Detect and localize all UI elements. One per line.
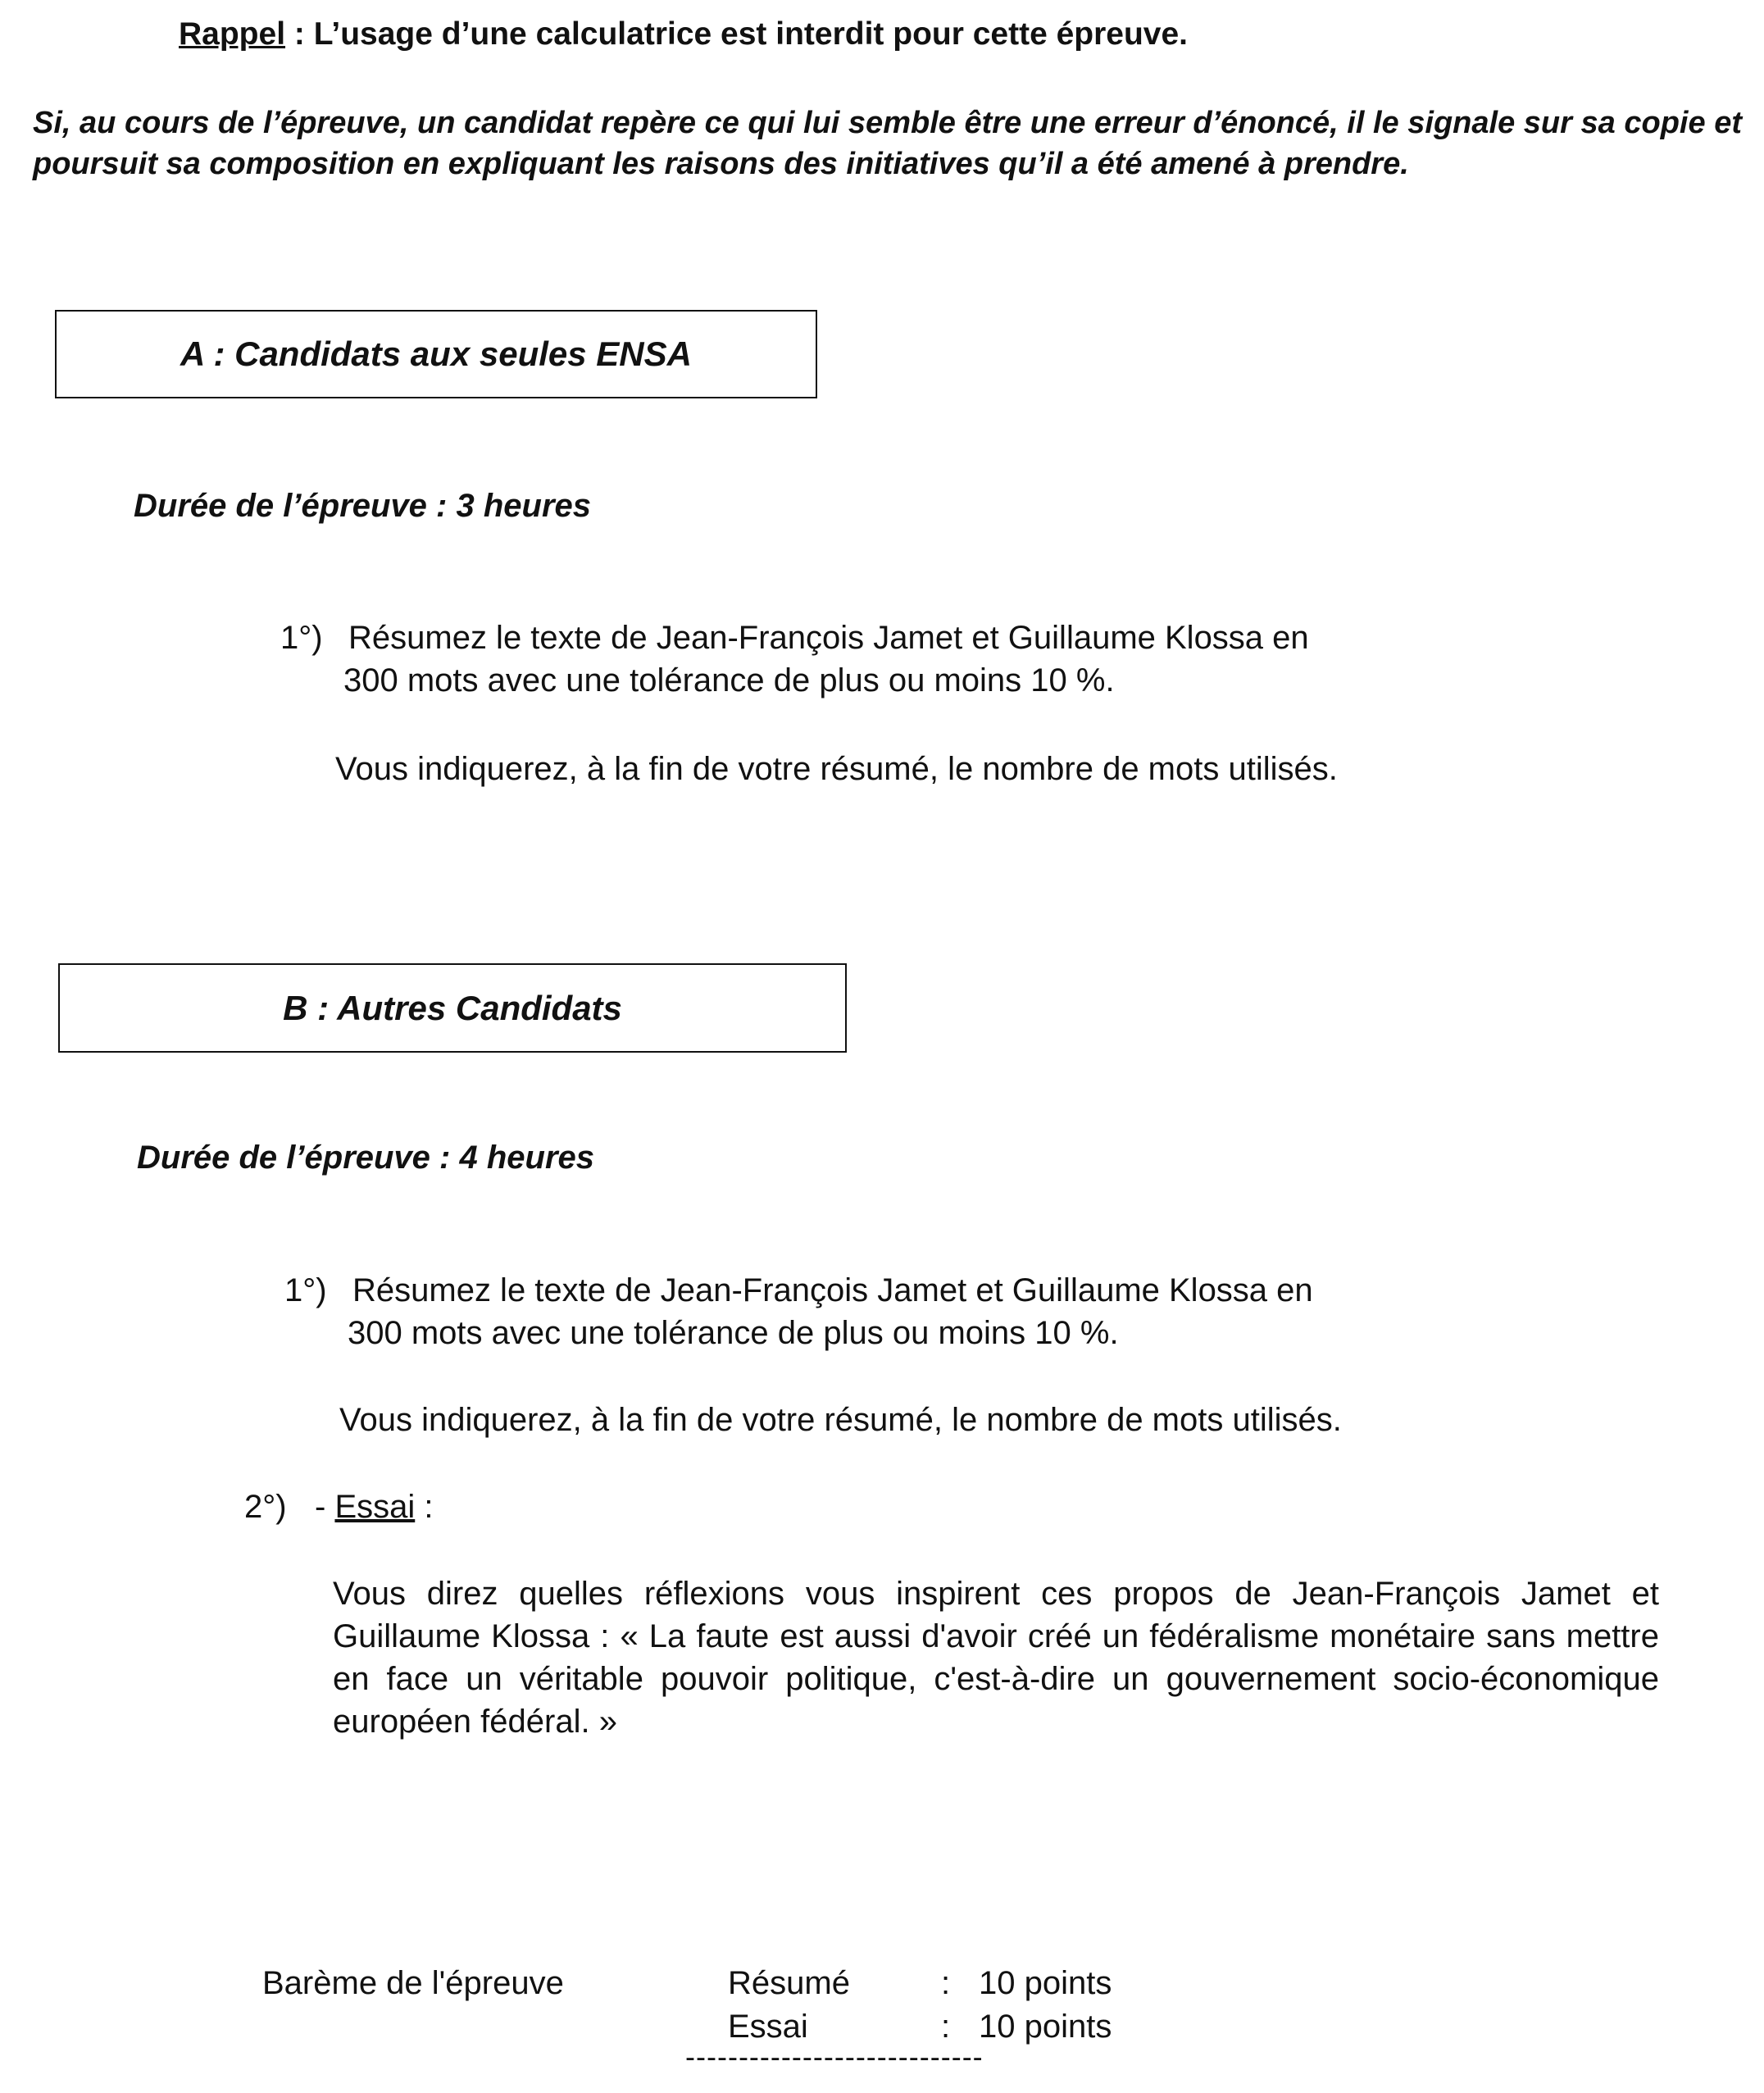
essai-heading <box>315 1486 433 1528</box>
section-b-q1-line1: Résumez le texte de Jean-François Jamet et Guillaume Klossa en <box>352 1272 1313 1308</box>
bareme-separator: ---------------------------- <box>685 2040 984 2073</box>
section-a-title: A : Candidats aux seules ENSA <box>180 334 692 373</box>
section-b-q1-number: 1°) <box>284 1272 327 1308</box>
section-a-q1-line1: Résumez le texte de Jean-François Jamet et Guillaume Klossa en <box>348 620 1309 656</box>
section-b-q2-number: 2°) <box>244 1489 287 1525</box>
section-b-q1-instruction: Vous indiquerez, à la fin de votre résumé, le nombre de mots utilisés. <box>339 1402 1342 1438</box>
bareme-row-name: Essai <box>728 2009 808 2045</box>
bareme-row-points: 10 points <box>979 2009 1112 2045</box>
essai-colon: : <box>415 1489 434 1525</box>
section-a-q1-line2: 300 mots avec une tolérance de plus ou moins 10 %. <box>343 662 1115 698</box>
section-a-q1-number: 1°) <box>280 620 323 656</box>
bareme-row-colon: : <box>941 2009 951 2045</box>
error-notice: Si, au cours de l’épreuve, un candidat repère ce qui lui semble être une erreur d’énoncé, il le signale sur sa copie et poursuit sa composition en expliquant les raisons des initiatives qu’il a été amené à prendre. <box>33 106 1742 181</box>
section-b-box <box>58 963 847 1053</box>
section-b-q1-line2: 300 mots avec une tolérance de plus ou moins 10 %. <box>348 1315 1119 1351</box>
bareme-row-colon: : <box>941 1965 951 2001</box>
bareme-label: Barème de l'épreuve <box>262 1965 564 2001</box>
essai-prompt: Vous direz quelles réflexions vous inspirent ces propos de Jean-François Jamet et Guillaume Klossa : « La faute est aussi d'avoir créé un fédéralisme monétaire sans mettre en face un véritable pouvoir politique, c'est-à-dire un gouvernement socio-économique européen fédéral. » <box>333 1576 1659 1740</box>
rappel-text: : L’usage d’une calculatrice est interdit pour cette épreuve. <box>285 16 1189 52</box>
section-a-duration: Durée de l’épreuve : 3 heures <box>134 488 592 524</box>
section-a-q1-instruction: Vous indiquerez, à la fin de votre résumé, le nombre de mots utilisés. <box>335 751 1338 787</box>
bareme-row-name: Résumé <box>728 1965 850 2001</box>
essai-label: Essai <box>334 1489 416 1525</box>
section-b-duration: Durée de l’épreuve : 4 heures <box>137 1140 595 1176</box>
section-a-box <box>55 310 817 398</box>
section-b-title: B : Autres Candidats <box>283 988 622 1027</box>
bareme-row-resume <box>728 1962 1112 2004</box>
rappel-label: Rappel <box>179 16 286 52</box>
bareme-row-points: 10 points <box>979 1965 1112 2001</box>
rappel-heading <box>179 16 1188 52</box>
essai-dash: - <box>315 1489 335 1525</box>
